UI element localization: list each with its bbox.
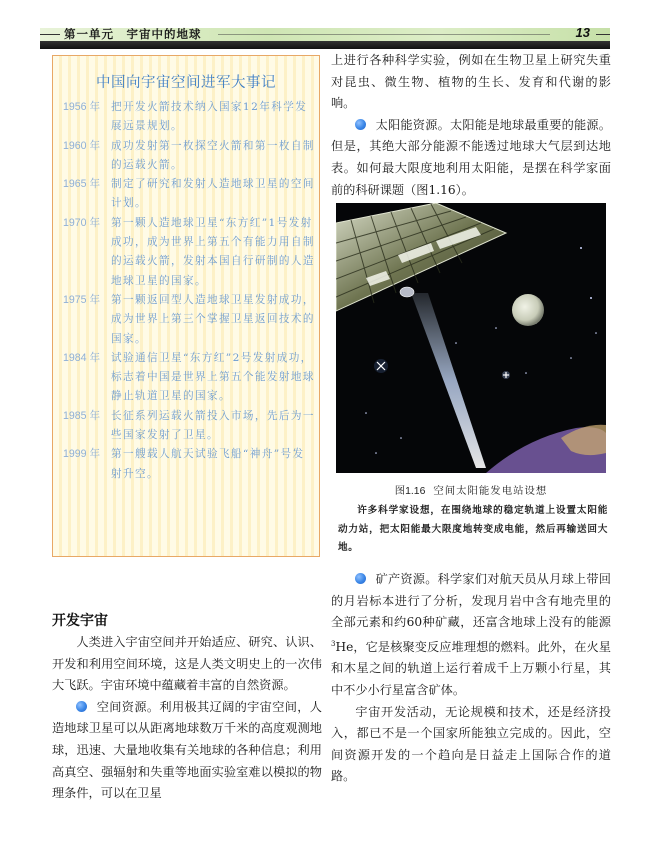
figure-title: 空间太阳能发电站设想 [433, 485, 548, 497]
right-column-top [331, 50, 611, 201]
event-year: 1956 年 [63, 101, 101, 113]
space-resource-text: 空间资源。利用极其辽阔的宇宙空间，人造地球卫星可以从距离地球数万千米的高度观测地球，迅速、大量地收集有关地球的各种信息；利用高真空、强辐射和失重等地面实验室难以模拟的物理条件，可以在卫星 [52, 699, 322, 801]
event-year: 1999 年 [63, 448, 101, 461]
intro-paragraph: 人类进入宇宙空间并开始适应、研究、认识、开发和利用空间环境，这是人类文明史上的一次伟大飞跃。宇宙环境中蕴藏着丰富的自然资源。 [52, 635, 322, 693]
event-year: 1970 年 [63, 216, 101, 229]
event-item [63, 407, 315, 446]
mineral-resource-paragraph [331, 569, 611, 702]
page-number: 13 [575, 25, 590, 40]
blue-bullet-icon [355, 119, 366, 130]
blue-bullet-icon [76, 701, 87, 712]
figure-caption [331, 482, 611, 497]
figure-description-text: 许多科学家设想，在围绕地球的稳定轨道上设置太阳能动力站，把太阳能最大限度地转变成电能，然后再输送回大地。 [338, 505, 608, 553]
event-text: 把开发火箭技术纳入国家12年科学发展远景规划。 [111, 101, 308, 133]
event-item [63, 214, 315, 291]
continuation-paragraph: 上进行各种科学实验，例如在生物卫星上研究失重对昆虫、微生物、植物的生长、发育和代谢的影响。 [331, 53, 611, 111]
right-column-bottom [331, 569, 611, 788]
unit-title: 第一单元 宇宙中的地球 [64, 27, 202, 41]
sidebar-title: 中国向宇宙空间进军大事记 [96, 75, 276, 91]
event-text: 长征系列运载火箭投入市场，先后为一些国家发射了卫星。 [111, 409, 315, 442]
event-item [63, 98, 315, 137]
mineral-text-pre: 矿产资源。科学家们对航天员从月球上带回的月岩标本进行了分析，发现月岩中含有地壳里的全部元素和约60种矿藏，还富含地球上没有的能源 [331, 572, 611, 630]
isotope-superscript: 3 [331, 639, 336, 648]
event-text: 第一艘载人航天试验飞船“神舟”号发射升空。 [111, 448, 305, 480]
space-solar-station-illustration [336, 203, 606, 473]
space-resource-paragraph [52, 697, 322, 805]
event-item [63, 349, 315, 407]
event-year: 1960 年 [63, 139, 101, 152]
event-item [63, 137, 315, 176]
header-rule-middle [218, 34, 550, 35]
header-rule-left [40, 34, 60, 35]
conclusion-paragraph: 宇宙开发活动，无论规模和技术，还是经济投入，都已不是一个国家所能独立完成的。因此，空间资源开发的一个趋向是日益走上国际合作的道路。 [331, 704, 611, 784]
event-text: 成功发射第一枚探空火箭和第一枚自制的运载火箭。 [111, 139, 315, 171]
blue-bullet-icon [355, 573, 366, 584]
event-text: 第一颗返回型人造地球卫星发射成功，成为世界上第三个掌握卫星返回技术的国家。 [111, 293, 315, 345]
timeline-sidebar-box [52, 55, 320, 557]
event-text: 第一颗人造地球卫星“东方红”1号发射成功，成为世界上第五个有能力用自制的运载火箭，发射本国自行研制的人造地球卫星的国家。 [111, 216, 315, 287]
mineral-text-post: He，它是核聚变反应堆理想的燃料。此外，在火星和木星之间的轨道上运行着成千上万颗小行星，其中不少小行星富含矿体。 [331, 639, 611, 697]
event-text: 试验通信卫星“东方红”2号发射成功，标志着中国是世界上第五个能发射地球静止轨道卫星的国家。 [111, 351, 315, 403]
header-rule-right [596, 34, 610, 35]
event-text: 制定了研究和发射人造地球卫星的空间计划。 [111, 178, 315, 210]
figure-number: 图1.16 [394, 486, 426, 497]
left-column-body [52, 632, 322, 805]
event-item [63, 291, 315, 349]
event-year: 1985 年 [63, 409, 101, 422]
event-year: 1965 年 [63, 178, 101, 191]
event-year: 1984 年 [63, 351, 101, 364]
event-item [63, 175, 315, 214]
running-header [40, 25, 610, 52]
space-scene-svg [336, 203, 606, 473]
solar-resource-text: 太阳能资源。太阳能是地球最重要的能源。但是，其绝大部分能源不能透过地球大气层到达地表。如何最大限度地利用太阳能，是摆在科学家面前的科研课题（图1.16）。 [331, 117, 611, 197]
event-year: 1975 年 [63, 293, 101, 306]
header-black-band [40, 41, 610, 49]
figure-description [338, 502, 608, 558]
event-list [63, 98, 315, 484]
event-item [63, 445, 315, 484]
solar-resource-paragraph [331, 115, 611, 201]
section-heading: 开发宇宙 [52, 613, 108, 629]
